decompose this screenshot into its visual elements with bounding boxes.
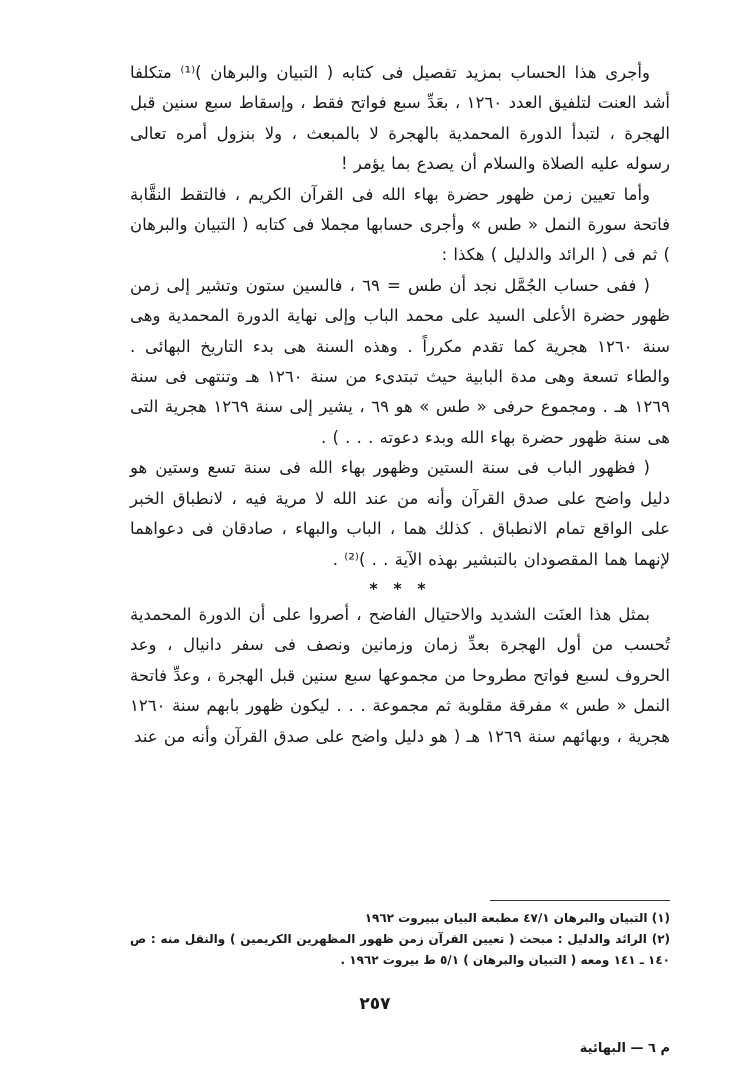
paragraph-2: وأما تعيين زمن ظهور حضرة بهاء الله فى القرآن الكريم ، فالتقط النقَّابة فاتحة سورة النمل « طس » وأجرى حسابها مجملا فى كتابه ( التبيان والبرهان ) ثم فى ( الرائد والدليل ) هكذا :	[130, 184, 670, 265]
footnote-divider	[490, 900, 670, 901]
main-text	[130, 58, 670, 752]
quote-paragraph-1: ( ففى حساب الجُمَّل نجد أن طس = ٦٩ ، فالسين ستون وتشير إلى زمن ظهور حضرة الأعلى السيد على محمد الباب وإلى نهاية الدورة المحمدية وهى سنة ١٢٦٠ هجرية كما تقدم مكرراً . وهذه السنة هى بدء التاريخ البهائى . والطاء تسعة وهى مدة البابية حيث تبتدىء من سنة ١٢٦٠ هـ وتنتهى فى سنة ١٢٦٩ هـ . ومجموع حرفى « طس » هو ٦٩ ، يشير إلى سنة ١٢٦٩ هجرية التى هى سنة ظهور حضرة بهاء الله وبدء دعوته . . . ) .	[130, 275, 670, 447]
footnote-2: (٢) الرائد والدليل : مبحث ( تعيين القرآن زمن ظهور المظهرين الكريمين ) والنقل منه : ص ١٤٠ ـ ١٤١ ومعه ( التبيان والبرهان ) ٥/١ ط بيروت ١٩٦٢ .	[130, 932, 670, 967]
footnotes	[130, 908, 670, 971]
running-footer: م ٦ — البهائية	[579, 1041, 670, 1056]
paragraph-1: وأجرى هذا الحساب بمزيد تفصيل فى كتابه ( التبيان والبرهان )⁽¹⁾ متكلفا أشد العنت لتلفيق العدد ١٢٦٠ ، بعَدِّ سبع فواتح فقط ، وإسقاط سبع سنين قبل الهجرة ، لتبدأ الدورة المحمدية بالهجرة لا بالمبعث ، ولا بنزول أمره تعالى رسوله عليه الصلاة والسلام أن يصدع بما يؤمر !	[130, 63, 670, 174]
page-number: ٢٥٧	[359, 994, 391, 1014]
footnote-1: (١) التبيان والبرهان ٤٧/١ مطبعة البيان ببيروت ١٩٦٢	[364, 911, 670, 925]
quote-paragraph-2: ( فظهور الباب فى سنة الستين وظهور بهاء الله فى سنة تسع وستين هو دليل واضح على صدق القرآن وأنه من عند الله لا مرية فيه ، لانطباق الخبر على الواقع تمام الانطباق . كذلك هما ، الباب والبهاء ، صادقان فى دعواهما لإنهما هما المقصودان بالتبشير بهذه الآية . . )⁽²⁾ .	[130, 458, 670, 569]
paragraph-3: بمثل هذا العنَت الشديد والاحتيال الفاضح ، أصروا على أن الدورة المحمدية تُحسب من أول الهجرة بعدِّ زمان وزمانين ونصف فى سفر دانيال ، وعد الحروف لسبع فواتح مطروحا من مجموعها سبع سنين قبل الهجرة ، وعدِّ فاتحة النمل « طس » مفرقة مقلوبة ثم مجموعة . . . ليكون ظهور بابهم سنة ١٢٦٠ هجرية ، وبهائهم سنة ١٢٦٩ هـ ( هو دليل واضح على صدق القرآن وأنه من عند	[130, 604, 670, 746]
section-separator: * * *	[369, 578, 431, 598]
